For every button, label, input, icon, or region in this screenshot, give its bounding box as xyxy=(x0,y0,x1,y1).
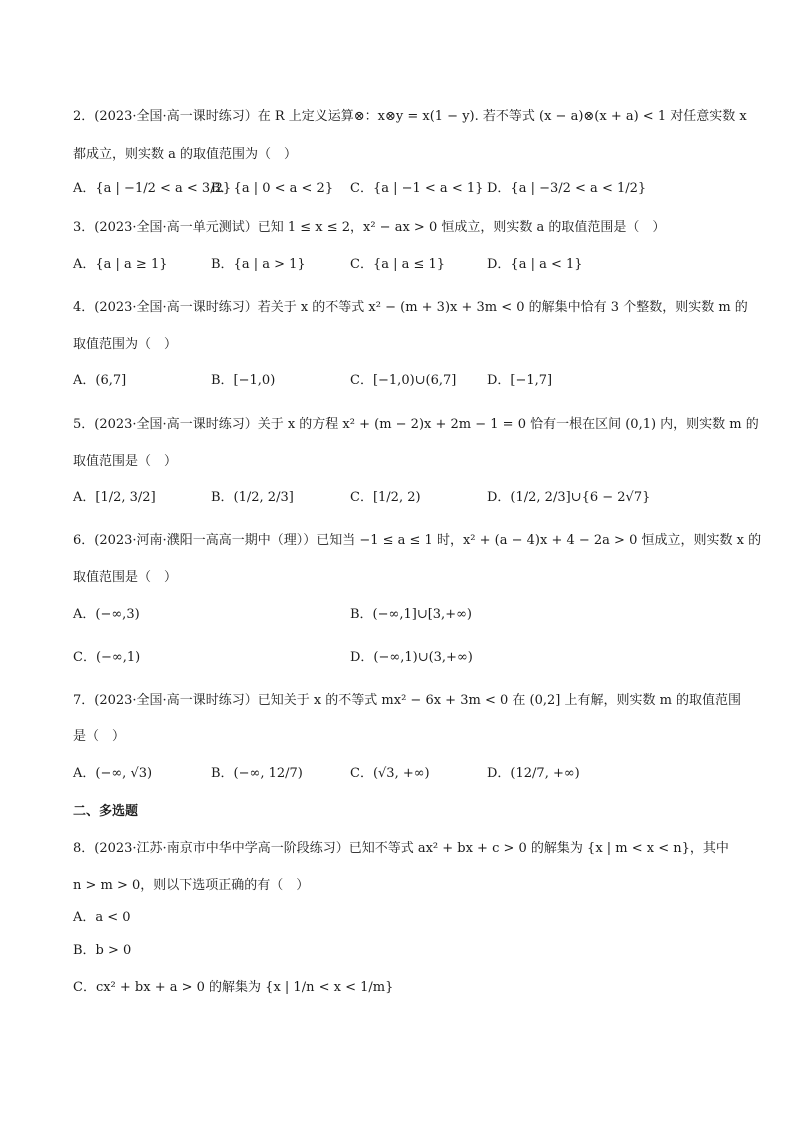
question-2-option-c: C．{a | −1 < a < 1} xyxy=(350,181,484,196)
question-3-option-b: B．{a | a > 1} xyxy=(211,257,306,272)
question-3-option-d: D．{a | a < 1} xyxy=(487,257,583,272)
question-8-option-c: C．cx² + bx + a > 0 的解集为 {x | 1/n < x < 1/m} xyxy=(73,980,394,995)
question-7-option-c: C．(√3, +∞) xyxy=(350,766,430,781)
question-7-stem-line1: 7．(2023·全国·高一课时练习）已知关于 x 的不等式 mx² − 6x + 3m < 0 在 (0,2] 上有解，则实数 m 的取值范围 xyxy=(73,693,742,708)
question-7-option-b: B．(−∞, 12/7) xyxy=(211,766,303,781)
question-4-stem-line2: 取值范围为（ ） xyxy=(73,337,178,352)
question-2-option-a: A．{a | −1/2 < a < 3/2} xyxy=(73,181,232,196)
question-2-stem-line1: 2．(2023·全国·高一课时练习）在 R 上定义运算⊗：x⊗y = x(1 − y). 若不等式 (x − a)⊗(x + a) < 1 对任意实数 x xyxy=(73,109,747,124)
question-4-option-d: D．[−1,7] xyxy=(487,373,553,388)
question-4-option-a: A．(6,7] xyxy=(73,373,127,388)
section-heading: 二、多选题 xyxy=(73,804,139,819)
question-5-option-d: D．(1/2, 2/3]∪{6 − 2√7} xyxy=(487,490,651,505)
question-2-stem-line2: 都成立，则实数 a 的取值范围为（ ） xyxy=(73,147,298,162)
question-8-option-a: A．a < 0 xyxy=(73,910,131,925)
question-3-option-c: C．{a | a ≤ 1} xyxy=(350,257,446,272)
question-5-option-b: B．(1/2, 2/3] xyxy=(211,490,294,505)
question-7-option-d: D．(12/7, +∞) xyxy=(487,766,580,781)
question-4-stem-line1: 4．(2023·全国·高一课时练习）若关于 x 的不等式 x² − (m + 3)x + 3m < 0 的解集中恰有 3 个整数，则实数 m 的 xyxy=(73,300,748,315)
question-8-stem-line2: n > m > 0，则以下选项正确的有（ ） xyxy=(73,878,310,893)
question-6-option-d: D．(−∞,1)∪(3,+∞) xyxy=(350,650,473,665)
question-8-stem-line1: 8．(2023·江苏·南京市中华中学高一阶段练习）已知不等式 ax² + bx + c > 0 的解集为 {x | m < x < n}，其中 xyxy=(73,841,729,856)
question-5-stem-line1: 5．(2023·全国·高一课时练习）关于 x 的方程 x² + (m − 2)x + 2m − 1 = 0 恰有一根在区间 (0,1) 内，则实数 m 的 xyxy=(73,417,759,432)
question-7-stem-line2: 是（ ） xyxy=(73,729,126,744)
question-3-stem: 3．(2023·全国·高一单元测试）已知 1 ≤ x ≤ 2，x² − ax > 0 恒成立，则实数 a 的取值范围是（ ） xyxy=(73,220,666,235)
question-2-option-b: B．{a | 0 < a < 2} xyxy=(211,181,334,196)
question-4-option-b: B．[−1,0) xyxy=(211,373,276,388)
question-6-option-a: A．(−∞,3) xyxy=(73,607,140,622)
question-5-option-a: A．[1/2, 3/2] xyxy=(73,490,156,505)
question-5-option-c: C．[1/2, 2) xyxy=(350,490,421,505)
question-6-stem-line2: 取值范围是（ ） xyxy=(73,570,178,585)
question-6-option-b: B．(−∞,1]∪[3,+∞) xyxy=(350,607,472,622)
question-4-option-c: C．[−1,0)∪(6,7] xyxy=(350,373,457,388)
question-6-option-c: C．(−∞,1) xyxy=(73,650,141,665)
question-7-option-a: A．(−∞, √3) xyxy=(73,766,153,781)
question-2-option-d: D．{a | −3/2 < a < 1/2} xyxy=(487,181,647,196)
question-8-option-b: B．b > 0 xyxy=(73,943,132,958)
question-6-stem-line1: 6．(2023·河南·濮阳一高高一期中（理））已知当 −1 ≤ a ≤ 1 时，x² + (a − 4)x + 4 − 2a > 0 恒成立，则实数 x 的 xyxy=(73,533,762,548)
question-5-stem-line2: 取值范围是（ ） xyxy=(73,454,178,469)
question-3-option-a: A．{a | a ≥ 1} xyxy=(73,257,168,272)
